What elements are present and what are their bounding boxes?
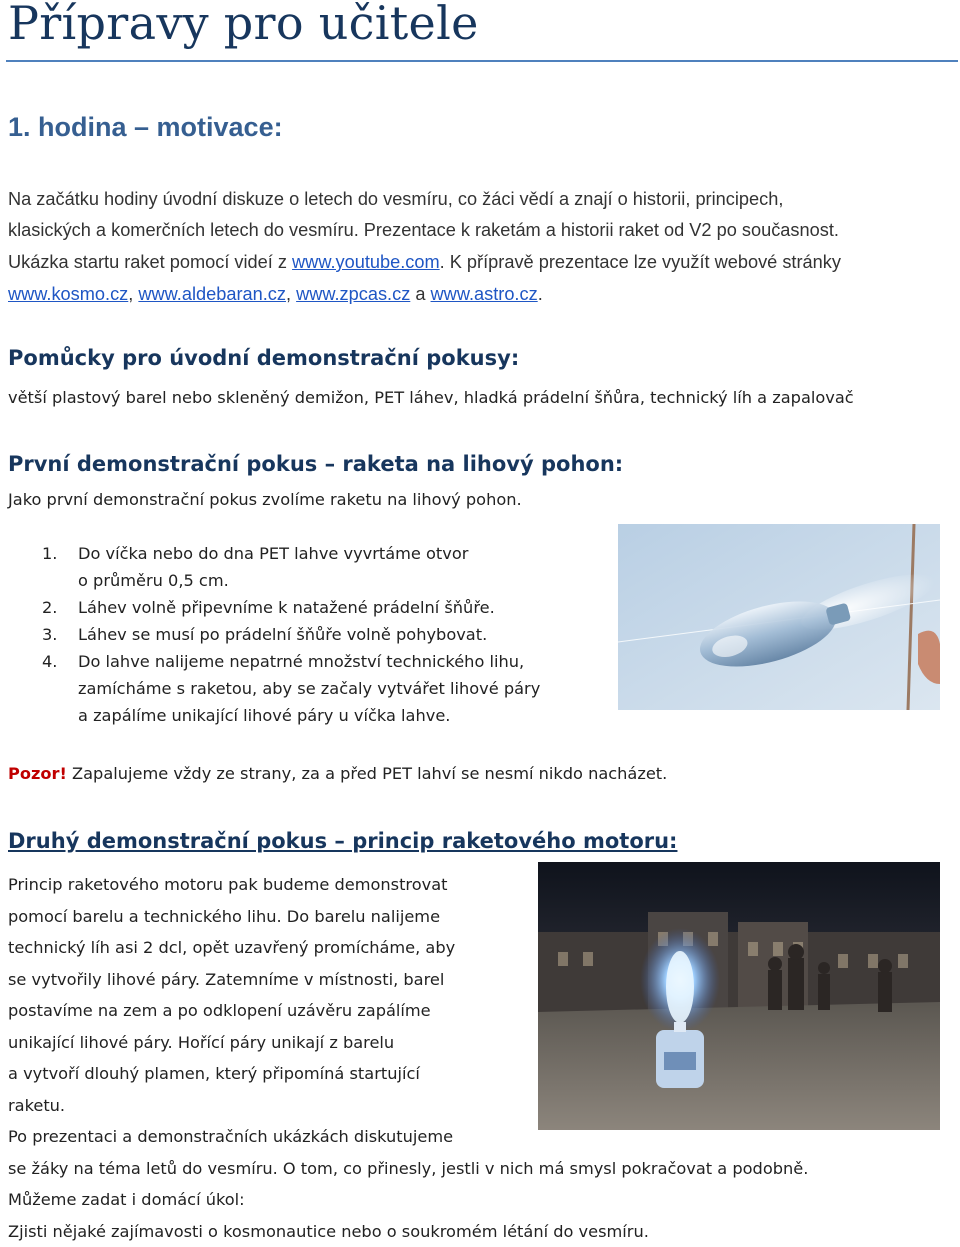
- experiment-2-heading: Druhý demonstrační pokus – princip raketového motoru:: [8, 829, 677, 853]
- text-line: technický líh asi 2 dcl, opět uzavřený promícháme, aby: [8, 932, 808, 964]
- intro-line-2: klasických a komerčních letech do vesmíru. Prezentace k raketám a historii raket od V2 po současnost.: [8, 215, 839, 246]
- intro-text: Ukázka startu raket pomocí videí z: [8, 252, 292, 272]
- step-number: 2.: [42, 598, 57, 617]
- tools-text: větší plastový barel nebo skleněný demižon, PET láhev, hladká prádelní šňůra, technický líh a zapalovač: [8, 388, 854, 407]
- step-text: Láhev volně připevníme k natažené prádelní šňůře.: [78, 598, 495, 617]
- barrel-flame-photo: [538, 862, 940, 1130]
- intro-line-1: Na začátku hodiny úvodní diskuze o letech do vesmíru, co žáci vědí a znají o historii, principech,: [8, 184, 783, 215]
- step-number: 1.: [42, 544, 57, 563]
- text-line: raketu.: [8, 1090, 808, 1122]
- intro-line-4: [8, 279, 543, 310]
- text-line: Můžeme zadat i domácí úkol:: [8, 1184, 808, 1216]
- warning: [8, 764, 667, 783]
- warning-text: Zapalujeme vždy ze strany, za a před PET lahví se nesmí nikdo nacházet.: [67, 764, 667, 783]
- text-line: se vytvořily lihové páry. Zatemníme v místnosti, barel: [8, 964, 808, 996]
- step-text: Do lahve nalijeme nepatrné množství technického lihu,: [78, 652, 524, 671]
- separator: a: [410, 284, 430, 304]
- step-number: 3.: [42, 625, 57, 644]
- separator: ,: [128, 284, 138, 304]
- experiment-1-steps: [42, 544, 602, 734]
- tools-heading: Pomůcky pro úvodní demonstrační pokusy:: [8, 346, 519, 370]
- text-line: a vytvoří dlouhý plamen, který připomíná startující: [8, 1058, 808, 1090]
- link-aldebaran[interactable]: www.aldebaran.cz: [138, 284, 286, 304]
- separator: ,: [286, 284, 296, 304]
- text-line: postavíme na zem a po odklopení uzávěru zapálíme: [8, 995, 808, 1027]
- bottle-rocket-photo: [618, 524, 940, 710]
- link-youtube[interactable]: www.youtube.com: [292, 252, 440, 272]
- step-text: Do víčka nebo do dna PET lahve vyvrtáme otvor: [78, 544, 468, 563]
- warning-label: Pozor!: [8, 764, 67, 783]
- step-text: zamícháme s raketou, aby se začaly vytvářet lihové páry: [78, 679, 540, 698]
- link-astro[interactable]: www.astro.cz: [431, 284, 538, 304]
- link-zpcas[interactable]: www.zpcas.cz: [296, 284, 410, 304]
- lesson-heading: 1. hodina – motivace:: [8, 112, 283, 143]
- text-line: Zjisti nějaké zajímavosti o kosmonautice nebo o soukromém létání do vesmíru.: [8, 1216, 808, 1247]
- text-line: unikající lihové páry. Hořící páry unikají z barelu: [8, 1027, 808, 1059]
- step-number: 4.: [42, 652, 57, 671]
- intro-line-3: [8, 247, 841, 278]
- separator: .: [538, 284, 543, 304]
- experiment-1-heading: První demonstrační pokus – raketa na lihový pohon:: [8, 452, 623, 476]
- step-text: a zapálíme unikající lihové páry u víčka lahve.: [78, 706, 450, 725]
- text-line: se žáky na téma letů do vesmíru. O tom, co přinesly, jestli v nich má smysl pokračovat a podobně.: [8, 1153, 808, 1185]
- page-title: Přípravy pro učitele: [8, 0, 479, 50]
- text-line: pomocí barelu a technického lihu. Do barelu nalijeme: [8, 901, 808, 933]
- text-line: Princip raketového motoru pak budeme demonstrovat: [8, 869, 808, 901]
- intro-text: . K přípravě prezentace lze využít webové stránky: [440, 252, 841, 272]
- step-text: o průměru 0,5 cm.: [78, 571, 229, 590]
- experiment-1-intro: Jako první demonstrační pokus zvolíme raketu na lihový pohon.: [8, 490, 522, 509]
- link-kosmo[interactable]: www.kosmo.cz: [8, 284, 128, 304]
- step-text: Láhev se musí po prádelní šňůře volně pohybovat.: [78, 625, 487, 644]
- text-line: Po prezentaci a demonstračních ukázkách diskutujeme: [8, 1121, 808, 1153]
- title-divider: [6, 60, 958, 62]
